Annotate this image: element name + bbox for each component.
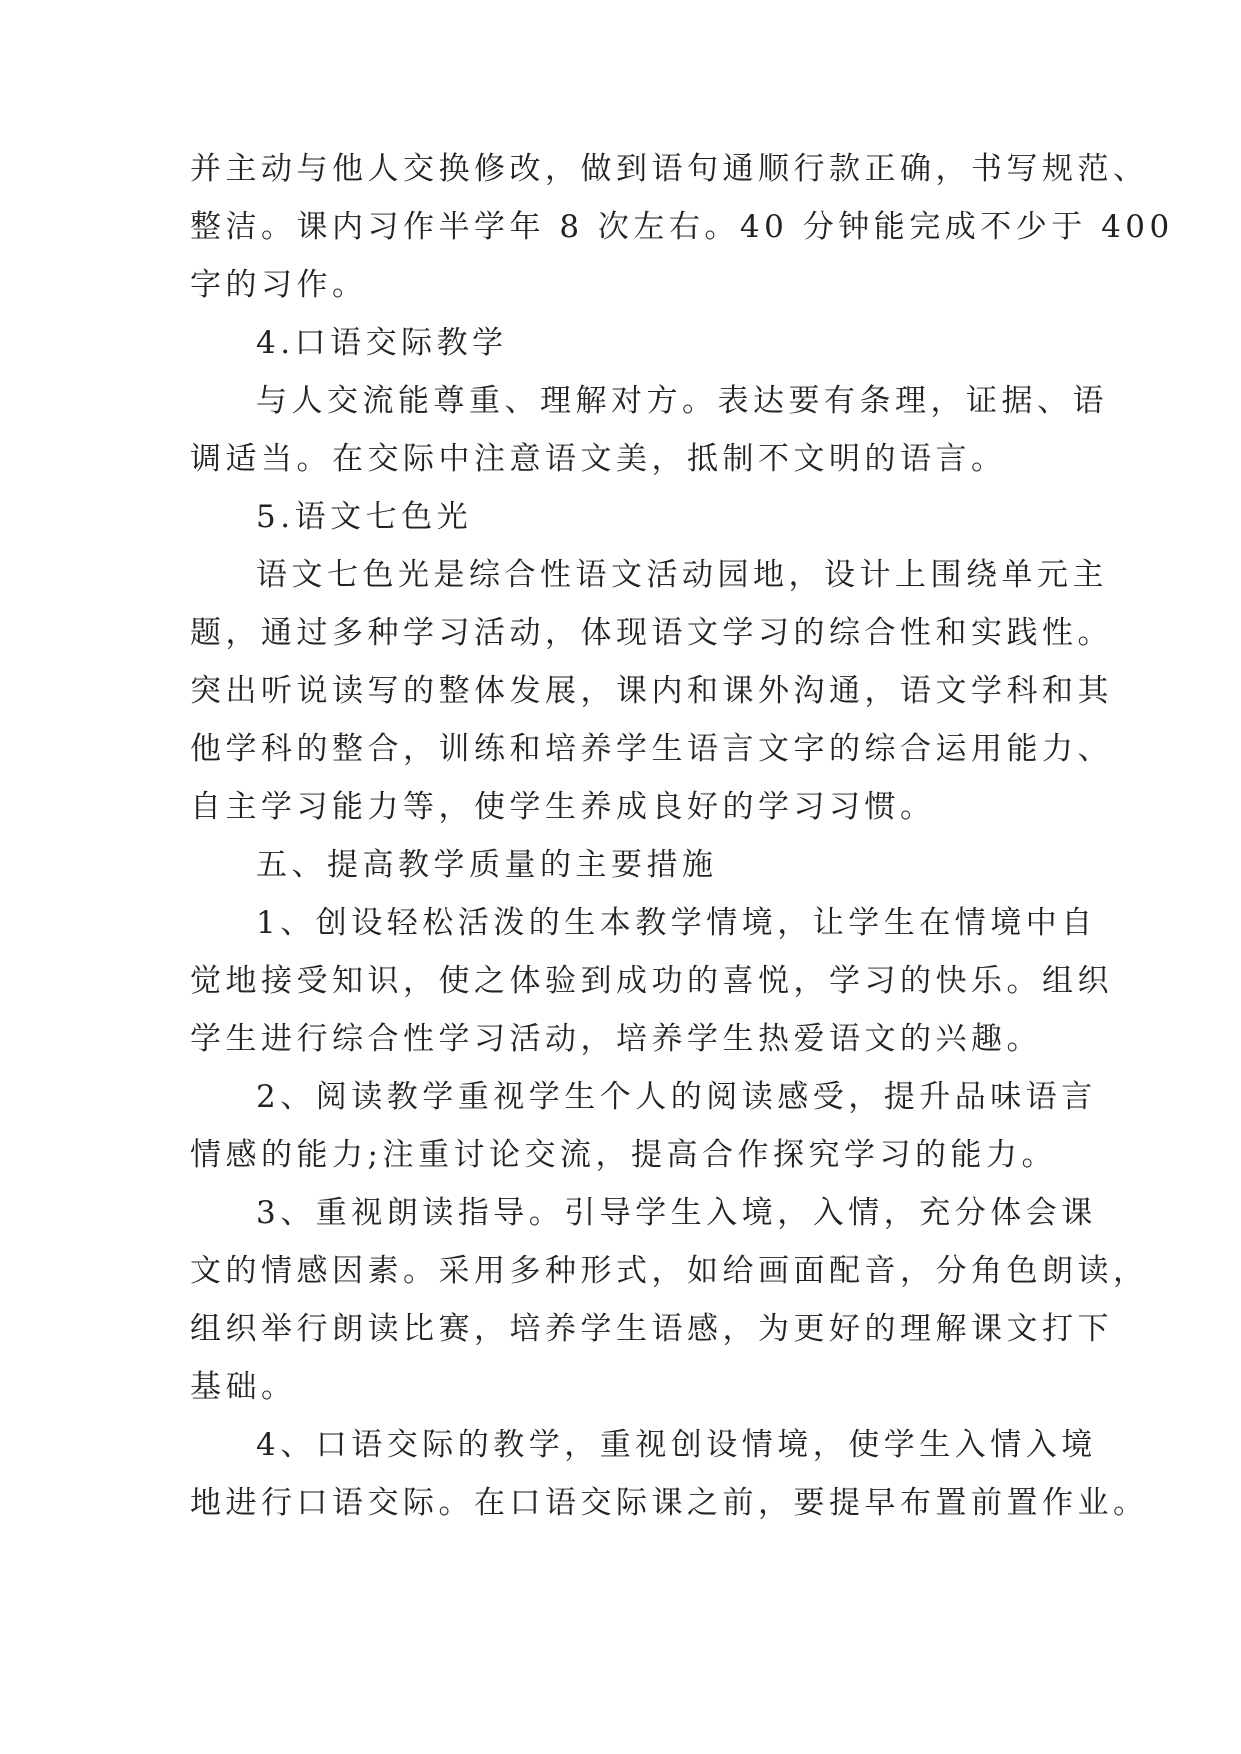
paragraph-p1 [190, 140, 1174, 314]
text-line: 并主动与他人交换修改，做到语句通顺行款正确，书写规范、 [190, 151, 1149, 187]
text-line: 4、口语交际的教学，重视创设情境，使学生入情入境 [256, 1427, 1097, 1463]
paragraph-p4 [190, 488, 1061, 546]
text-line: 语文七色光是综合性语文活动园地，设计上围绕单元主 [256, 557, 1108, 593]
text-line: 地进行口语交际。在口语交际课之前，要提早布置前置作业。 [190, 1485, 1149, 1521]
text-line: 与人交流能尊重、理解对方。表达要有条理，证据、语 [256, 383, 1108, 419]
text-line: 他学科的整合，训练和培养学生语言文字的综合运用能力、 [190, 731, 1113, 767]
paragraph-p7 [190, 894, 1113, 1068]
text-line: 字的习作。 [190, 267, 368, 303]
paragraph-p3 [190, 372, 1108, 488]
text-line: 调适当。在交际中注意语文美，抵制不文明的语言。 [190, 441, 1007, 477]
paragraph-p2 [190, 314, 1061, 372]
text-line: 题，通过多种学习活动，体现语文学习的综合性和实践性。 [190, 615, 1113, 651]
text-line: 觉地接受知识，使之体验到成功的喜悦，学习的快乐。组织 [190, 963, 1113, 999]
text-line: 基础。 [190, 1369, 297, 1405]
text-line: 2、阅读教学重视学生个人的阅读感受，提升品味语言 [256, 1079, 1097, 1115]
paragraph-p5 [190, 546, 1113, 836]
text-line: 4.口语交际教学 [256, 325, 508, 361]
text-line: 突出听说读写的整体发展，课内和课外沟通，语文学科和其 [190, 673, 1113, 709]
text-line: 1、创设轻松活泼的生本教学情境，让学生在情境中自 [256, 905, 1097, 941]
text-line: 五、提高教学质量的主要措施 [256, 847, 718, 883]
paragraph-p8 [190, 1068, 1097, 1184]
text-line: 组织举行朗读比赛，培养学生语感，为更好的理解课文打下 [190, 1311, 1113, 1347]
paragraph-p10 [190, 1416, 1149, 1532]
text-line: 情感的能力;注重讨论交流，提高合作探究学习的能力。 [190, 1137, 1057, 1173]
paragraph-p6 [190, 836, 1061, 894]
text-line: 整洁。课内习作半学年 8 次左右。40 分钟能完成不少于 400 [190, 209, 1174, 245]
text-line: 3、重视朗读指导。引导学生入境，入情，充分体会课 [256, 1195, 1097, 1231]
text-line: 自主学习能力等，使学生养成良好的学习习惯。 [190, 789, 936, 825]
text-line: 学生进行综合性学习活动，培养学生热爱语文的兴趣。 [190, 1021, 1042, 1057]
text-line: 文的情感因素。采用多种形式，如给画面配音，分角色朗读， [190, 1253, 1149, 1289]
paragraph-p9 [190, 1184, 1149, 1416]
text-line: 5.语文七色光 [256, 499, 473, 535]
